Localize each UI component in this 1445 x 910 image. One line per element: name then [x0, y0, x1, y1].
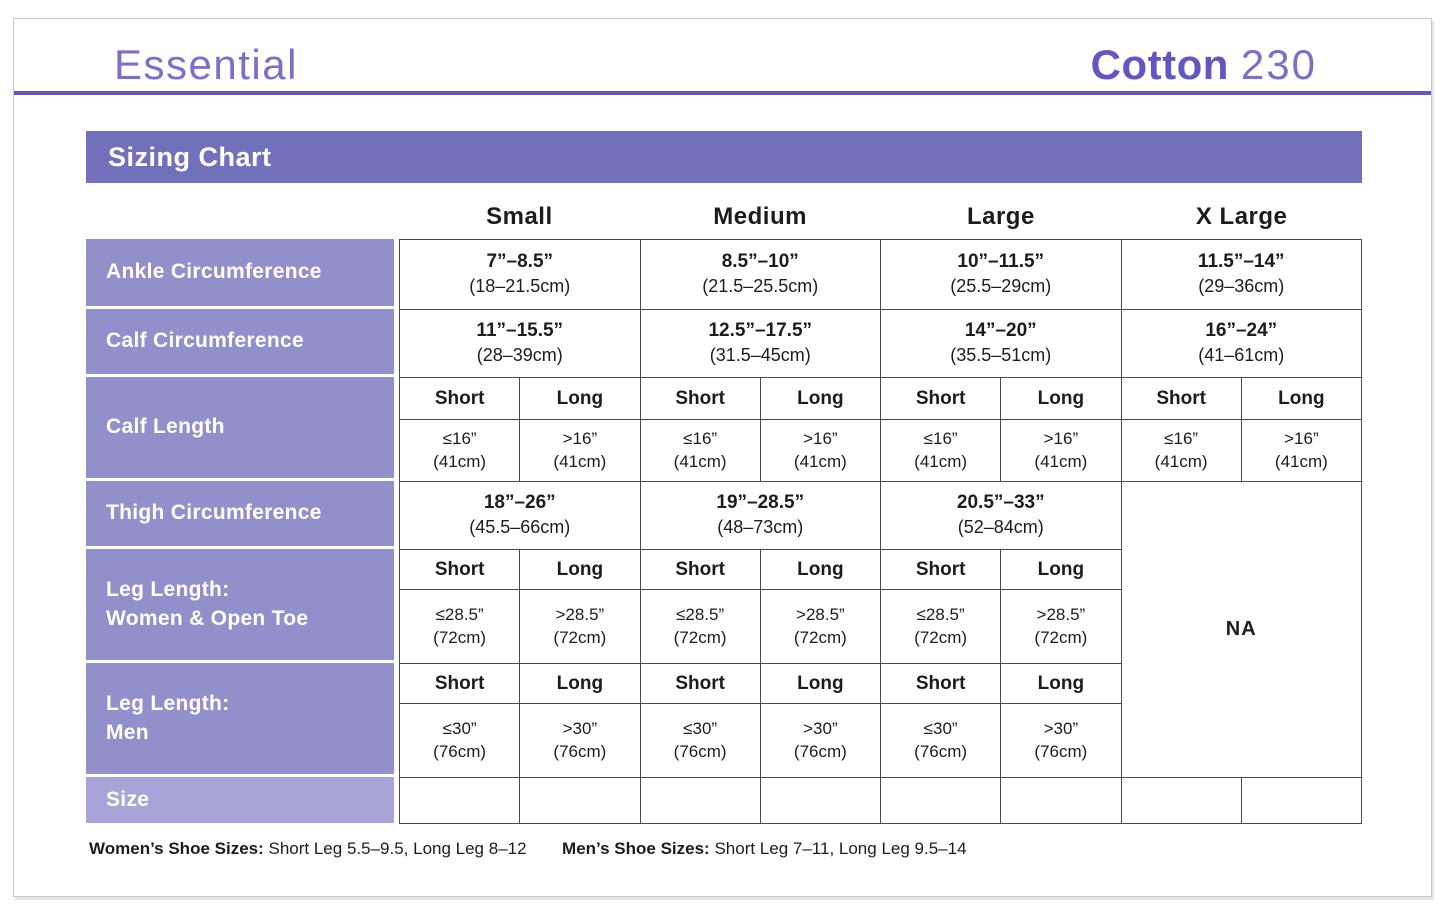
leg-women-in: ≤28.5”	[435, 604, 484, 624]
thigh-medium-cm: (48–73cm)	[717, 517, 804, 538]
calf-length-in: >16”	[1284, 428, 1319, 448]
size-cell-sl: SL	[520, 778, 640, 824]
calf-length-medium-long-header: Long	[761, 378, 881, 420]
calf-length-small-long-header: Long	[520, 378, 640, 420]
leg-women-cm: (72cm)	[793, 627, 847, 647]
ankle-large-cell	[881, 240, 1122, 310]
calf-length-cm: (41cm)	[1274, 451, 1328, 471]
leg-men-cm: (76cm)	[433, 741, 487, 761]
calf-length-cm: (41cm)	[433, 451, 487, 471]
row-label-leg-men	[86, 663, 394, 777]
leg-men-large-long-header: Long	[1001, 664, 1121, 704]
calf-length-large-long-cell	[1001, 420, 1121, 482]
column-header-xlarge: X Large	[1195, 203, 1288, 230]
calf-length-large-short-header: Short	[881, 378, 1001, 420]
women-shoe-sizes-value: Short Leg 5.5–9.5, Long Leg 8–12	[268, 839, 527, 858]
product-title	[1091, 41, 1317, 89]
leg-men-large-short-header: Short	[881, 664, 1001, 704]
men-shoe-sizes-value: Short Leg 7–11, Long Leg 9.5–14	[714, 839, 967, 858]
row-label-leg-women-line1: Leg Length:	[106, 578, 230, 602]
ankle-xlarge-cell	[1122, 240, 1363, 310]
ankle-large-in: 10”–11.5”	[957, 251, 1045, 273]
column-header-medium: Medium	[713, 203, 807, 230]
leg-men-large-short-cell	[881, 704, 1001, 778]
row-label-thigh: Thigh Circumference	[86, 481, 394, 549]
leg-men-in: ≤30”	[683, 718, 718, 738]
calf-length-cm: (41cm)	[553, 451, 607, 471]
leg-women-large-short-header: Short	[881, 550, 1001, 590]
calf-length-in: ≤16”	[683, 428, 718, 448]
row-label-leg-men-line2: Men	[106, 720, 149, 744]
leg-women-small-long-cell	[520, 590, 640, 664]
row-label-column	[86, 239, 394, 824]
calf-length-xlarge-short-cell	[1122, 420, 1242, 482]
thigh-large-cell	[881, 482, 1122, 550]
size-cell-ms: MS	[641, 778, 761, 824]
row-label-leg-women	[86, 549, 394, 663]
leg-women-cm: (72cm)	[433, 627, 487, 647]
leg-men-in: ≤30”	[923, 718, 958, 738]
thigh-medium-in: 19”–28.5”	[716, 492, 805, 514]
leg-women-in: >28.5”	[796, 604, 845, 624]
leg-women-large-long-cell	[1001, 590, 1121, 664]
thigh-small-in: 18”–26”	[483, 492, 556, 514]
leg-men-medium-long-header: Long	[761, 664, 881, 704]
row-label-ankle: Ankle Circumference	[86, 239, 394, 309]
calf-length-xlarge-long-header: Long	[1242, 378, 1362, 420]
leg-men-cm: (76cm)	[793, 741, 847, 761]
leg-women-cm: (72cm)	[914, 627, 968, 647]
thigh-small-cm: (45.5–66cm)	[469, 517, 571, 538]
sizing-chart-section	[86, 131, 1362, 859]
ankle-xlarge-in: 11.5”–14”	[1197, 251, 1285, 273]
size-cell-ll: LL	[1001, 778, 1121, 824]
calf-length-cm: (41cm)	[1034, 451, 1088, 471]
column-header-large: Large	[966, 203, 1035, 230]
leg-men-in: >30”	[803, 718, 838, 738]
leg-women-large-short-cell	[881, 590, 1001, 664]
calf-length-xlarge-long-cell	[1242, 420, 1362, 482]
sizing-table	[86, 239, 1362, 824]
calf-medium-in: 12.5”–17.5”	[708, 320, 813, 342]
leg-men-large-long-cell	[1001, 704, 1121, 778]
leg-women-cm: (72cm)	[673, 627, 727, 647]
leg-women-medium-short-cell	[641, 590, 761, 664]
ankle-xlarge-cm: (29–36cm)	[1198, 276, 1285, 297]
size-cell-ml: ML	[761, 778, 881, 824]
leg-men-in: ≤30”	[442, 718, 477, 738]
row-label-leg-women-line2: Women & Open Toe	[106, 606, 309, 630]
calf-length-in: ≤16”	[923, 428, 958, 448]
calf-length-small-long-cell	[520, 420, 640, 482]
leg-women-in: >28.5”	[1036, 604, 1086, 624]
ankle-medium-cell	[641, 240, 882, 310]
ankle-large-cm: (25.5–29cm)	[950, 276, 1052, 297]
brand-header	[14, 19, 1431, 91]
leg-men-medium-short-cell	[641, 704, 761, 778]
calf-length-small-short-header: Short	[400, 378, 520, 420]
calf-length-in: >16”	[562, 428, 598, 448]
thigh-small-cell	[400, 482, 641, 550]
leg-women-in: >28.5”	[555, 604, 605, 624]
xlarge-na-cell: NA	[1122, 482, 1363, 778]
leg-women-medium-long-header: Long	[761, 550, 881, 590]
leg-men-small-short-cell	[400, 704, 520, 778]
leg-men-cm: (76cm)	[1034, 741, 1088, 761]
calf-large-in: 14”–20”	[964, 320, 1037, 342]
calf-length-medium-short-header: Short	[641, 378, 761, 420]
calf-length-medium-long-cell	[761, 420, 881, 482]
calf-xlarge-cell	[1122, 310, 1363, 378]
product-name: Cotton	[1090, 41, 1229, 88]
leg-men-medium-short-header: Short	[641, 664, 761, 704]
size-cell-ls: LS	[881, 778, 1001, 824]
size-column-headers	[399, 183, 1362, 239]
row-label-calf: Calf Circumference	[86, 309, 394, 377]
leg-men-cm: (76cm)	[553, 741, 607, 761]
calf-length-in: ≤16”	[1164, 428, 1199, 448]
men-shoe-sizes-label: Men’s Shoe Sizes:	[562, 839, 710, 858]
calf-large-cm: (35.5–51cm)	[950, 345, 1052, 366]
calf-length-cm: (41cm)	[793, 451, 847, 471]
leg-women-medium-long-cell	[761, 590, 881, 664]
calf-large-cell	[881, 310, 1122, 378]
calf-length-in: >16”	[803, 428, 838, 448]
calf-length-in: ≤16”	[442, 428, 477, 448]
calf-length-cm: (41cm)	[914, 451, 968, 471]
calf-small-cell	[400, 310, 641, 378]
ankle-small-cm: (18–21.5cm)	[469, 276, 571, 297]
leg-men-small-long-header: Long	[520, 664, 640, 704]
calf-small-cm: (28–39cm)	[476, 345, 563, 366]
calf-length-medium-short-cell	[641, 420, 761, 482]
leg-women-in: ≤28.5”	[676, 604, 725, 624]
row-label-size: Size	[86, 777, 394, 823]
header-divider	[14, 91, 1431, 95]
size-cell-ss: SS	[400, 778, 520, 824]
calf-xlarge-cm: (41–61cm)	[1198, 345, 1285, 366]
leg-women-large-long-header: Long	[1001, 550, 1121, 590]
leg-women-in: ≤28.5”	[916, 604, 965, 624]
ankle-small-in: 7”–8.5”	[486, 251, 554, 273]
calf-medium-cm: (31.5–45cm)	[709, 345, 811, 366]
leg-men-cm: (76cm)	[914, 741, 968, 761]
calf-length-cm: (41cm)	[673, 451, 727, 471]
thigh-large-in: 20.5”–33”	[956, 492, 1045, 514]
women-shoe-sizes-label: Women’s Shoe Sizes:	[89, 839, 264, 858]
size-cell-xl: XL	[1242, 778, 1362, 824]
calf-xlarge-in: 16”–24”	[1205, 320, 1278, 342]
leg-women-small-short-cell	[400, 590, 520, 664]
size-cell-xs: XS	[1122, 778, 1242, 824]
leg-women-cm: (72cm)	[1034, 627, 1088, 647]
ankle-small-cell	[400, 240, 641, 310]
row-label-calf-length: Calf Length	[86, 377, 394, 481]
leg-men-small-short-header: Short	[400, 664, 520, 704]
ankle-medium-cm: (21.5–25.5cm)	[702, 276, 819, 297]
calf-length-small-short-cell	[400, 420, 520, 482]
leg-women-medium-short-header: Short	[641, 550, 761, 590]
leg-men-in: >30”	[562, 718, 598, 738]
calf-length-cm: (41cm)	[1154, 451, 1208, 471]
sizing-data-grid	[399, 239, 1362, 824]
leg-men-small-long-cell	[520, 704, 640, 778]
product-number: 230	[1240, 41, 1317, 88]
page-card	[13, 18, 1432, 897]
row-label-leg-men-line1: Leg Length:	[106, 692, 230, 716]
column-header-small: Small	[486, 203, 553, 230]
leg-men-cm: (76cm)	[673, 741, 727, 761]
thigh-large-cm: (52–84cm)	[957, 517, 1044, 538]
leg-women-small-long-header: Long	[520, 550, 640, 590]
sizing-chart-banner: Sizing Chart	[86, 131, 1362, 183]
leg-women-cm: (72cm)	[553, 627, 607, 647]
calf-length-large-long-header: Long	[1001, 378, 1121, 420]
ankle-medium-in: 8.5”–10”	[721, 251, 799, 273]
calf-small-in: 11”–15.5”	[476, 320, 564, 342]
leg-men-in: >30”	[1043, 718, 1079, 738]
thigh-medium-cell	[641, 482, 882, 550]
leg-women-small-short-header: Short	[400, 550, 520, 590]
calf-length-in: >16”	[1043, 428, 1079, 448]
shoe-size-note	[86, 839, 1362, 859]
calf-length-xlarge-short-header: Short	[1122, 378, 1242, 420]
calf-medium-cell	[641, 310, 882, 378]
calf-length-large-short-cell	[881, 420, 1001, 482]
brand-name: Essential	[114, 41, 298, 88]
leg-men-medium-long-cell	[761, 704, 881, 778]
